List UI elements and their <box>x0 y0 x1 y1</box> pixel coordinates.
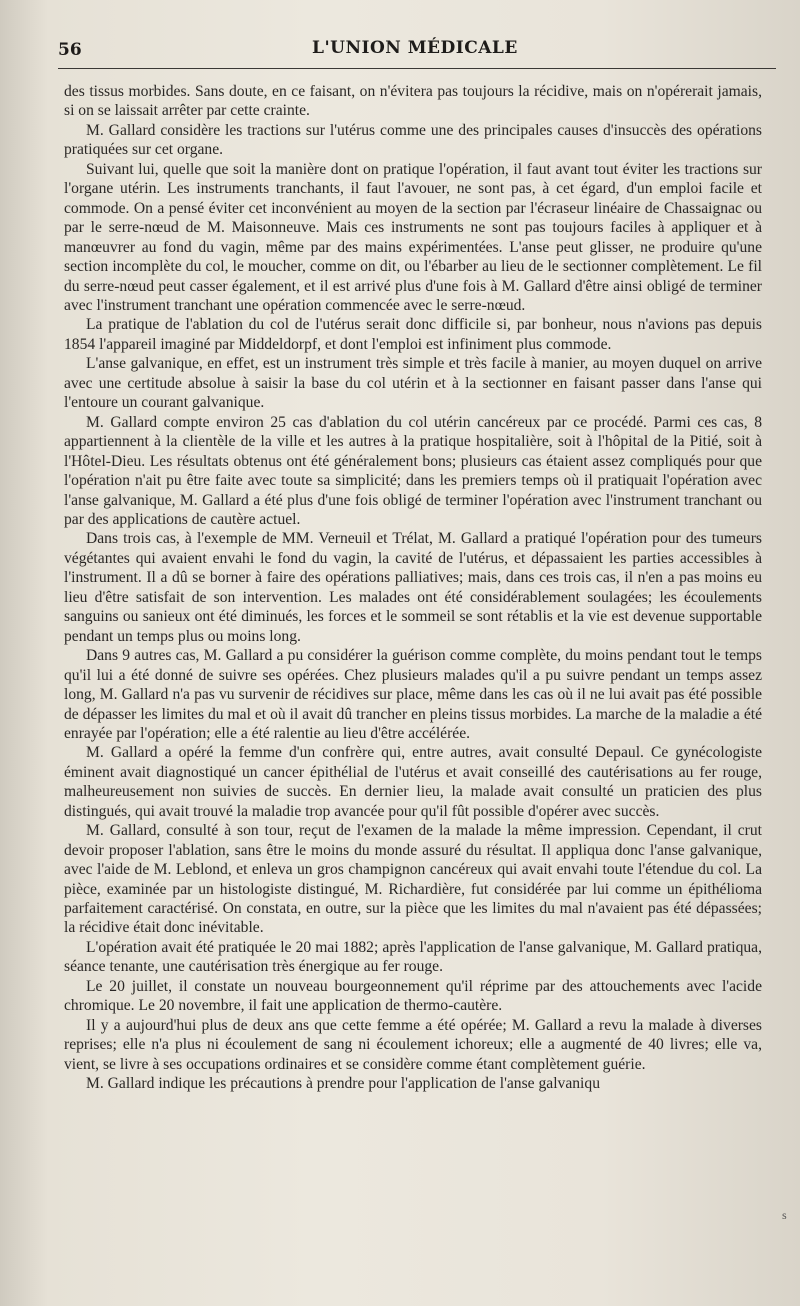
paragraph: M. Gallard compte environ 25 cas d'ablation du col utérin cancéreux par ce procédé. Parmi ces cas, 8 appartiennent à la clientèle de la ville et les autres à la pratique hospitalière, soit à l'hôpital de la Pitié, soit à l'Hôtel-Dieu. Les résultats obtenus ont été généralement bons; plusieurs cas étaient assez compliqués pour que l'opération n'ait pu être faite avec toute sa simplicité; dans les premiers temps où il pratiquait l'opération avec l'anse galvanique, M. Gallard a été plus d'une fois obligé de terminer l'opération avec l'instrument tranchant ou par des applications de cautère actuel. <box>64 413 762 528</box>
article-body <box>64 82 762 1094</box>
paragraph: L'anse galvanique, en effet, est un instrument très simple et très facile à manier, au moyen duquel on arrive avec une certitude absolue à saisir la base du col utérin et à la sectionner en faisant passer dans l'anse qui l'entoure un courant galvanique. <box>64 355 762 412</box>
margin-mark: s <box>782 1208 787 1222</box>
header-rule <box>58 68 776 69</box>
paragraph: La pratique de l'ablation du col de l'utérus serait donc difficile si, par bonheur, nous n'avions pas depuis 1854 l'appareil imaginé par Middeldorpf, et dont l'emploi est infiniment plus commode. <box>64 316 762 353</box>
paragraph: M. Gallard, consulté à son tour, reçut de l'examen de la malade la même impression. Cependant, il crut devoir proposer l'ablation, sans être le moins du monde assuré du résultat. Il appliqua donc l'anse galvanique, avec l'aide de M. Leblond, et enleva un gros champignon cancéreux qui avait envahi toute l'étendue du col. La pièce, examinée par un histologiste distingué, M. Richardière, fut considérée par lui comme un épithélioma parfaitement caractérisé. On constata, en outre, sur la pièce que les limites du mal n'avaient pas été dépassées; la récidive était donc inévitable. <box>64 822 762 937</box>
paragraph: Dans 9 autres cas, M. Gallard a pu considérer la guérison comme complète, du moins pendant tout le temps qu'il lui a été donné de suivre ses opérées. Chez plusieurs malades qu'il a pu suivre pendant un temps assez long, M. Gallard n'a pas vu survenir de récidives sur place, même dans les cas où il ne lui avait pas été possible de dépasser les limites du mal et où il avait dû trancher en pleins tissus morbides. La marche de la maladie a été enrayée par l'opération; elle a été ralentie au lieu d'être accélérée. <box>64 647 762 742</box>
paragraph: M. Gallard indique les précautions à prendre pour l'application de l'anse galvaniqu <box>86 1075 600 1093</box>
page-number: 56 <box>58 40 82 60</box>
paragraph: L'opération avait été pratiquée le 20 mai 1882; après l'application de l'anse galvanique, M. Gallard pratiqua, séance tenante, une cautérisation très énergique au fer rouge. <box>64 938 762 976</box>
paragraph: des tissus morbides. Sans doute, en ce faisant, on n'évitera pas toujours la récidive, mais on n'opérerait jamais, si on se laissait arrêter par cette crainte. <box>64 83 762 120</box>
paragraph: Le 20 juillet, il constate un nouveau bourgeonnement qu'il réprime par des attouchements avec l'acide chromique. Le 20 novembre, il fait une application de thermo-cautère. <box>64 977 762 1015</box>
paragraph: Suivant lui, quelle que soit la manière dont on pratique l'opération, il faut avant tout éviter les tractions sur l'organe utérin. Les instruments tranchants, il faut l'avouer, ne sont pas, à cet égard, d'un emploi facile et commode. On a pensé éviter cet inconvénient au moyen de la section par l'écraseur linéaire de Chassaignac ou par le serre-nœud de M. Maisonneuve. Mais ces instruments ne sont pas toujours faciles à appliquer et à manœuvrer au fond du vagin, même par des mains expérimentées. L'anse peut glisser, ne produire qu'une section incomplète du col, le moucher, comme on dit, ou l'ébarber au lieu de le sectionner complètement. Le fil du serre-nœud peut casser également, et il est arrivé plus d'une fois à M. Gallard d'être ainsi obligé de terminer avec l'instrument tranchant une opération commencée avec le serre-nœud. <box>64 160 762 314</box>
paragraph: M. Gallard a opéré la femme d'un confrère qui, entre autres, avait consulté Depaul. Ce gynécologiste éminent avait diagnostiqué un cancer épithélial de l'utérus et avait conseillé des cautérisations au fer rouge, malheureusement non suivies de succès. En dernier lieu, la malade avait consulté un praticien des plus distingués, qui avait trouvé la maladie trop avancée pour qu'il fût possible d'opérer avec succès. <box>64 744 762 820</box>
paragraph: Dans trois cas, à l'exemple de MM. Verneuil et Trélat, M. Gallard a pratiqué l'opération pour des tumeurs végétantes qui avaient envahi le fond du vagin, la cavité de l'utérus, et dépassaient les parties accessibles à l'instrument. Il a dû se borner à faire des opérations palliatives; mais, dans ces trois cas, il n'en a pas moins eu lieu d'être satisfait de son intervention. Les malades ont été considérablement soulagées; les écoulements sanguins ou sanieux ont été diminués, les forces et le sommeil se sont rétablis et la vie est devenue supportable pendant un temps plus ou moins long. <box>64 530 762 645</box>
paragraph: Il y a aujourd'hui plus de deux ans que cette femme a été opérée; M. Gallard a revu la malade à diverses reprises; elle n'a plus ni écoulement de sang ni écoulement ichoreux; elle a augmenté de 40 livres; elle va, vient, se livre à ses occupations ordinaires et se considère comme étant complètement guérie. <box>64 1016 762 1073</box>
paragraph: M. Gallard considère les tractions sur l'utérus comme une des principales causes d'insuccès des opérations pratiquées sur cet organe. <box>64 121 762 159</box>
page-header <box>58 36 780 64</box>
running-title: L'UNION MÉDICALE <box>312 38 518 58</box>
